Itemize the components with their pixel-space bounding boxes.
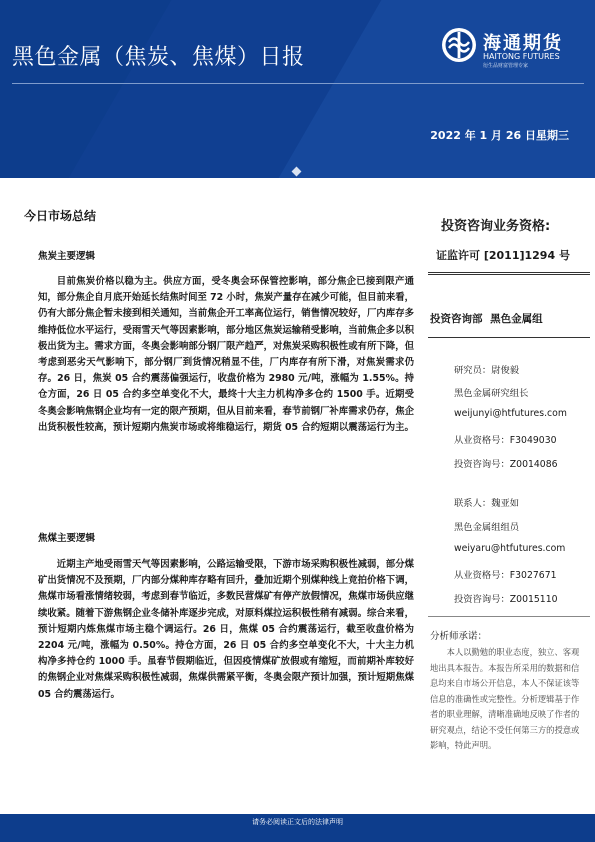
- analyst2-email[interactable]: weiyaru@htfutures.com: [454, 543, 566, 554]
- coke-logic-text: 目前焦炭价格以稳为主。供应方面，受冬奥会环保管控影响，部分焦企已接到限产通知，部分焦企自月底开始延长结焦时间至 72 小时，焦炭产量存在减少可能，但目前来看，仍有大部分焦企暂未接到相关通知，当前焦企开工率高位运行，销售情况较好，厂内库存多维持低位水平运行，受雨雪天气等因素影响，部分地区焦炭运输稍受影响，当前焦企多以积极出货为主。需求方面，冬奥会影响部分钢厂限产趋严，对焦炭采购积极性或有所下降，但考虑到恶劣天气影响下，部分钢厂到货情况稍显不佳，厂内库存有所下滑，对焦炭需求仍存。26 日，焦炭 05 合约震荡偏强运行，收盘价格为 2980 元/吨，涨幅为 1.55%。持仓方面，26 日 05 合约多空单变化不大，最终十大主力机构净多仓约 1500 手。近期受冬奥会影响焦钢企业均有一定的限产预期，但从目前来看，春节前钢厂补库需求仍存，焦企出货积极性较高，预计短期内焦炭市场或将维稳运行，期货 05 合约短期以震荡运行为主。: [38, 276, 414, 433]
- logo-slogan: 衍生品财富管理专家: [483, 63, 529, 69]
- analyst-disclaimer: 本人以勤勉的职业态度，独立、客观地出具本报告。本报告所采用的数据和信息均来自市场公开信息，本人不保证该等信息的准确性或完整性。分析逻辑基于作者的职业理解，清晰准确地反映了作者的研究观点，结论不受任何第三方的授意或影响，特此声明。: [430, 647, 580, 750]
- analyst2-consult-number: 投资咨询号：Z0015110: [454, 594, 558, 605]
- disclaimer-title: 分析师承诺：: [430, 631, 488, 642]
- sidebar-divider: [428, 337, 590, 338]
- logo-english-name: HAITONG FUTURES: [483, 52, 560, 61]
- section-title: 今日市场总结: [24, 209, 97, 223]
- coke-logic-heading: 焦炭主要逻辑: [38, 251, 96, 262]
- legal-notice-text: 请务必阅读正文后的法律声明: [252, 818, 343, 826]
- analyst2-qualification-number: 从业资格号：F3027671: [454, 570, 557, 581]
- coking-coal-logic-heading: 焦煤主要逻辑: [38, 533, 96, 544]
- haitong-logo-icon: [441, 27, 477, 63]
- footer-bar: [0, 814, 595, 842]
- sidebar-divider: [428, 272, 590, 273]
- analyst1-consult-number: 投资咨询号：Z0014086: [454, 459, 558, 470]
- analyst2-role: 黑色金属组组员: [454, 522, 520, 533]
- analyst1-qualification-number: 从业资格号：F3049030: [454, 435, 557, 446]
- logo-chinese-name: 海通期货: [483, 33, 563, 54]
- coking-coal-logic-text: 近期主产地受雨雪天气等因素影响，公路运输受限，下游市场采购积极性减弱，部分煤矿出货情况不及预期，厂内部分煤种库存略有回升，叠加近期个别煤种线上竞拍价格下调，焦煤市场看涨情绪较弱，考虑到春节临近，多数民营煤矿有停产放假情况，焦煤市场供应继续收紧。随着下游焦钢企业冬储补库逐步完成，对原料煤拉运积极性稍有减弱。综合来看，预计短期内炼焦煤市场主稳个调运行。26 日，焦煤 05 合约震荡运行，截至收盘价格为 2204 元/吨，涨幅为 0.50%。持仓方面，26 日 05 合约多空单变化不大，十大主力机构净多持仓约 1000 手。虽春节假期临近，但因疫情煤矿放假或有缩短，而前期补库较好的焦钢企业对焦煤采购积极性减弱，焦煤供需紧平衡，冬奥会限产预计加强，预计短期焦煤 05 合约震荡运行。: [38, 559, 414, 700]
- analyst1-name: 研究员：尉俊毅: [454, 365, 520, 376]
- report-date: 2022 年 1 月 26 日星期三: [430, 129, 569, 142]
- sidebar-divider: [428, 616, 590, 617]
- sidebar-divider: [428, 274, 590, 275]
- qualification-heading: 投资咨询业务资格:: [441, 219, 551, 234]
- company-logo: [441, 27, 591, 71]
- analyst1-email[interactable]: weijunyi@htfutures.com: [454, 408, 567, 419]
- header-divider: [12, 83, 584, 84]
- license-number: 证监许可 [2011]1294 号: [436, 249, 570, 262]
- analyst1-role: 黑色金属研究组长: [454, 388, 529, 399]
- analyst2-name: 联系人：魏亚如: [454, 498, 520, 509]
- report-title: 黑色金属（焦炭、焦煤）日报: [12, 45, 305, 70]
- header-banner: [0, 0, 595, 178]
- department-label: 投资咨询部 黑色金属组: [430, 313, 543, 325]
